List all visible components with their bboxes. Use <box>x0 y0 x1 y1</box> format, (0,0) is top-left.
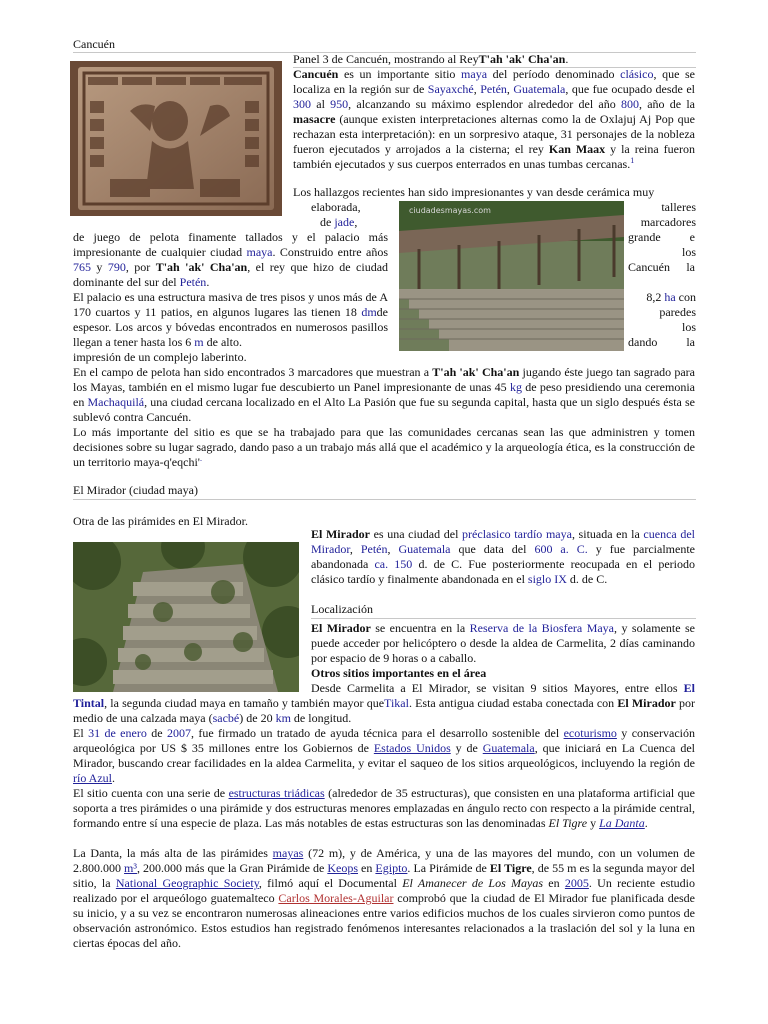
wrap-word-right: dando la <box>628 335 695 349</box>
link-guatemala[interactable]: Guatemala <box>398 542 451 556</box>
text-run: , que se localiza en la región sur de <box>293 67 695 96</box>
wrap-word-right: 8,2 ha con <box>646 290 696 304</box>
text-run: comprobó que la ciudad de El Mirador fue planificada desde su inicio, y a su vez se encontraron numerosas alineaciones entre varios edificios muchos de los cuales sirvieron como puntos de observación astronómico. Estos estudios han registrado fenómenos interesantes relacionados a la traslación del sol y la luna en ciertas épocas del año. <box>73 891 696 950</box>
labyrinth-line: impresión de un complejo laberinto. <box>73 350 247 364</box>
link-estados-unidos[interactable]: Estados Unidos <box>373 741 451 755</box>
text-run: en <box>358 861 376 875</box>
palace-paragraph <box>73 290 388 350</box>
link-ha[interactable]: ha <box>664 290 676 304</box>
link-31-de-enero[interactable]: 31 de enero <box>88 726 147 740</box>
text-run: Desde Carmelita a El Mirador, se visitan 9 sitios Mayores, entre ellos <box>311 681 684 695</box>
text-run: , fue firmado un tratado de ayuda técnica para el desarrollo sostenible del <box>190 726 564 740</box>
triadic-paragraph <box>73 786 695 831</box>
link-petén[interactable]: Petén <box>360 542 388 556</box>
text-run: , de 55 m es la segunda mayor del sitio, la <box>73 861 695 890</box>
text-run: , que iniciará en La Cuenca del Mirador, buscando crear facilidades en la aldea Carmelita, y evitar el saqueo de los sitios arqueológicos, incluyendo la región de <box>73 741 695 770</box>
text-run: ) de 20 <box>239 711 276 725</box>
photo-watermark: ciudadesmayas.com <box>409 206 491 215</box>
text-run: . La Pirámide de <box>407 861 490 875</box>
link-790[interactable]: 790 <box>107 260 126 274</box>
text-run: Lo más importante del sitio es que se ha trabajado para que las comunidades cercanas sean las que administren y tomen decisiones sobre su lugar sagrado, dando paso a un trabajo más allá que el académico y la arqueología ética, es la construcción de un territorio maya-q'eqchi' <box>73 425 695 469</box>
link-600-a-c[interactable]: 600 a. C. <box>534 542 588 556</box>
text-run: , <box>473 82 481 96</box>
text-run: . <box>112 771 115 785</box>
link-carlos-morales-aguilar[interactable]: Carlos Morales-Aguilar <box>278 891 394 905</box>
text-run: , la segunda ciudad maya en tamaño y también mayor que <box>104 696 385 710</box>
footnote-ref[interactable]: 1 <box>630 156 635 165</box>
wrap-word-right: talleres <box>661 200 696 214</box>
text-run: El sitio cuenta con una serie de <box>73 786 229 800</box>
subheading-divider <box>311 618 696 619</box>
bold-text: masacre <box>293 112 336 126</box>
text-run: . Construido entre años <box>272 245 388 259</box>
link-sayaxché[interactable]: Sayaxché <box>427 82 474 96</box>
link-guatemala[interactable]: Guatemala <box>482 741 535 755</box>
text-run: , <box>506 82 514 96</box>
text-run: y conservación arqueológica por US $ 35 millones entre los Gobiernos de <box>73 726 695 755</box>
text-run: . <box>644 816 648 830</box>
link-mayas[interactable]: mayas <box>272 846 304 860</box>
link-2007[interactable]: 2007 <box>166 726 191 740</box>
ruins-photo <box>399 201 624 351</box>
text-run: , que fue ocupado desde el <box>565 82 696 96</box>
link-2005[interactable]: 2005 <box>564 876 589 890</box>
text-run: de juego de pelota finamente tallados y el palacio más impresionante de cualquier ciudad <box>73 230 388 259</box>
footnote-ref[interactable]: . <box>199 454 202 463</box>
text-run: , 200.000 más que la Gran Pirámide de <box>136 861 328 875</box>
bold-text: Kan Maax <box>548 142 606 156</box>
text-run: d. de C. <box>566 572 608 586</box>
text-run: , por <box>125 260 156 274</box>
wrap-word: de jade, <box>320 215 358 229</box>
text-run: que data del <box>450 542 535 556</box>
link-km[interactable]: km <box>275 711 291 725</box>
text-run: El <box>73 726 89 740</box>
text-run: (aunque existen interpretaciones alternas como la de Oxlajuj Aj Pop que rechazan esta interpretación): en un sorpresivo ataque, 31 personajes de la nobleza fueron ejecutados y arrojados a la cisterna; el rey <box>293 112 695 156</box>
mirador-intro-paragraph <box>311 527 695 587</box>
section-heading-cancuen: Cancuén <box>73 37 115 51</box>
link-maya[interactable]: maya <box>246 245 273 259</box>
link-la-danta[interactable]: La Danta <box>599 816 645 830</box>
wrap-word-right: marcadores <box>640 215 696 229</box>
link-reserva-de-la-biosfera-maya[interactable]: Reserva de la Biosfera Maya <box>469 621 615 635</box>
link-machaquilá[interactable]: Machaquilá <box>87 395 145 409</box>
text-run: . Un reciente estudio realizado por el arqueólogo guatemalteco <box>73 876 695 905</box>
link-ecoturismo[interactable]: ecoturismo <box>563 726 617 740</box>
tintal-paragraph <box>73 681 695 726</box>
link-petén[interactable]: Petén <box>179 275 207 289</box>
link-clásico[interactable]: clásico <box>620 67 654 81</box>
wrap-word-right: paredes <box>659 305 696 319</box>
other-sites-subheading: Otros sitios importantes en el área <box>311 666 487 680</box>
la-danta-paragraph <box>73 846 695 951</box>
link-800[interactable]: 800 <box>620 97 639 111</box>
link-siglo-ix[interactable]: siglo IX <box>527 572 567 586</box>
wrap-word-right: los <box>681 320 696 334</box>
text-run: (alrededor de 35 estructuras), que consisten en una plataforma artificial que soporta a tres pirámides o una pirámide y dos estructuras menores emplazadas en ángulo recto con respecto a la pirámide central, formando entre sí una especie de plaza. Las más notables de estas estructuras son las denominadas <box>73 786 695 830</box>
text-run: , y solamente se puede acceder por helicóptero o desde la aldea de Carmelita, 2 días caminando por espacio de 9 horas o a caballo. <box>311 621 695 665</box>
pyramid-caption: Otra de las pirámides en El Mirador. <box>73 514 248 528</box>
text-run: es un importante sitio <box>338 67 462 81</box>
text-run: por medio de una calzada maya ( <box>73 696 696 725</box>
link-kg[interactable]: kg <box>509 380 522 394</box>
link-el-tintal[interactable]: El Tintal <box>73 681 695 710</box>
findings-paragraph-start: Los hallazgos recientes han sido impresionantes y van desde cerámica muy <box>293 185 655 199</box>
text-run: . Esta antigua ciudad estaba conectada con <box>408 696 618 710</box>
text-run: , año de la <box>638 97 695 111</box>
wrap-word-right: los <box>681 245 696 259</box>
text-run: , alcanzando su máximo esplendor alrededor del año <box>348 97 621 111</box>
text-run: al <box>311 97 331 111</box>
link-tikal[interactable]: Tikal <box>384 696 409 710</box>
link-national-geographic-society[interactable]: National Geographic Society <box>115 876 259 890</box>
link-estructuras-triádicas[interactable]: estructuras triádicas <box>228 786 325 800</box>
italic-text: El Tigre <box>548 816 588 830</box>
text-run: y <box>91 260 108 274</box>
text-run: de peso presidiendo una ceremonia en <box>73 380 695 409</box>
link-egipto[interactable]: Egipto <box>375 861 408 875</box>
link-río-azul[interactable]: río Azul <box>73 771 112 785</box>
bold-text: El Mirador <box>311 621 371 635</box>
text-run: La Danta, la más alta de las pirámides <box>73 846 273 860</box>
section-heading-el-mirador: El Mirador (ciudad maya) <box>73 483 198 497</box>
text-run: es una ciudad del <box>369 527 463 541</box>
text-run: (72 m), y de América, y una de las mayores del mundo, con un volumen de 2.800.000 <box>73 846 695 875</box>
text-run: El palacio es una estructura masiva de tres pisos y unos más de A 170 cuartos y 11 patios, en algunos lugares las tienen 18 <box>73 290 388 319</box>
heading-divider <box>73 499 696 500</box>
text-run: de longitud. <box>290 711 352 725</box>
link-m[interactable]: m <box>194 335 204 349</box>
text-run: de espesor. Los arcos y bóvedas encontrados en numerosos pasillos llegan a tener hasta los 6 <box>73 305 388 349</box>
text-run: y fue parcialmente abandonada <box>311 542 696 571</box>
bold-text: T'ah 'ak' Cha'an <box>155 260 248 274</box>
community-paragraph <box>73 425 695 470</box>
link-jade[interactable]: jade <box>334 215 355 229</box>
link-maya[interactable]: maya <box>545 527 572 541</box>
pyramid-drawing <box>73 542 299 692</box>
link-m[interactable]: m³ <box>124 861 137 875</box>
link-sacbé[interactable]: sacbé <box>212 711 240 725</box>
link-petén[interactable]: Petén <box>480 82 507 96</box>
text-run: y la reina fueron también ejecutados y sus cuerpos enterrados en unas tumbas cercanas. <box>293 142 695 171</box>
link-dm[interactable]: dm <box>361 305 377 319</box>
link-keops[interactable]: Keops <box>327 861 358 875</box>
pyramid-photo <box>73 542 299 692</box>
bold-text: El Mirador <box>617 696 676 710</box>
treaty-paragraph <box>73 726 695 786</box>
wrap-word-right: Cancuén la <box>628 260 695 274</box>
italic-text: El Amanecer de Los Mayas <box>402 876 544 890</box>
text-run: y de <box>450 741 483 755</box>
text-run: y <box>587 816 600 830</box>
stone-panel-drawing <box>70 61 282 216</box>
text-run: , una ciudad cercana localizado en el Alto La Pasión que fue su segunda capital, hasta que un siglo después ésta se sublevó contra Cancuén. <box>73 395 696 424</box>
location-subheading: Localización <box>311 602 373 616</box>
link-300[interactable]: 300 <box>293 97 311 111</box>
cancuen-left-text <box>73 230 388 290</box>
cancuen-intro-paragraph <box>293 67 695 172</box>
text-run: en <box>543 876 565 890</box>
text-run: , <box>349 542 361 556</box>
text-run: , el rey que hizo de ciudad dominante del sur del <box>73 260 389 289</box>
bold-text: El Mirador <box>311 527 370 541</box>
link-ca[interactable]: ca. <box>374 557 389 571</box>
link-cuenca-del-mirador[interactable]: cuenca del Mirador <box>311 527 696 556</box>
location-paragraph <box>311 621 695 666</box>
text-run: del período denominado <box>487 67 621 81</box>
bold-text: T'ah 'ak' Cha'an <box>432 365 520 379</box>
link-950[interactable]: 950 <box>330 97 349 111</box>
link-guatemala[interactable]: Guatemala <box>513 82 566 96</box>
link-150[interactable]: 150 <box>394 557 413 571</box>
text-run: , situada en la <box>571 527 644 541</box>
panel-caption: Panel 3 de Cancuén, mostrando al ReyT'ah 'ak' Cha'an. <box>293 52 569 66</box>
text-run: d. de C. Fue posteriormente reocupada en el periodo clásico tardío y finalmente abandonada en el <box>311 557 696 586</box>
text-run: de <box>146 726 167 740</box>
wrap-word: elaborada, <box>311 200 361 214</box>
text-run: , filmó aquí el Documental <box>258 876 403 890</box>
link-préclasico-tardío[interactable]: préclasico tardío <box>462 527 543 541</box>
stone-panel-image <box>70 61 282 216</box>
link-765[interactable]: 765 <box>73 260 91 274</box>
bold-text: El Tigre <box>489 861 532 875</box>
wrap-word-right: grande e <box>628 230 695 244</box>
bold-text: Cancuén <box>293 67 339 81</box>
link-maya[interactable]: maya <box>461 67 488 81</box>
text-run: de alto. <box>203 335 242 349</box>
text-run: se encuentra en la <box>370 621 470 635</box>
text-run: jugando éste juego tan sagrado para los Mayas, también en el mismo lugar fue descubierto un Panel impresionante de unas 45 <box>73 365 696 394</box>
ballcourt-paragraph <box>73 365 695 425</box>
text-run: , <box>387 542 399 556</box>
text-run: En el campo de pelota han sido encontrados 3 marcadores que muestran a <box>73 365 433 379</box>
ruins-drawing <box>399 201 624 351</box>
text-run: . <box>206 275 210 289</box>
